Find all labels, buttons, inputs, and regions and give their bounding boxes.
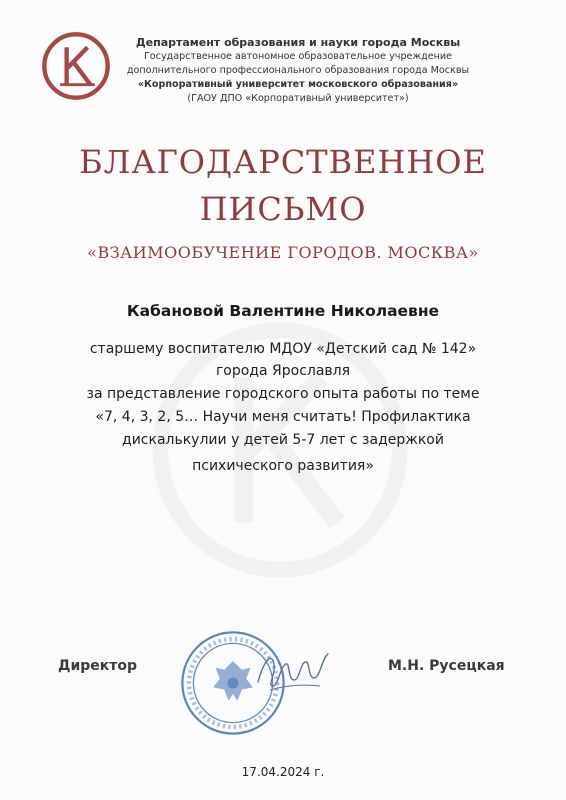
university-logo-icon [40,30,112,102]
document-subtitle: «ВЗАИМООБУЧЕНИЕ ГОРОДОВ. МОСКВА» [87,243,479,262]
org-line-3: «Корпоративный университет московского образования» [137,79,459,90]
body-line-6: психического развития» [192,458,374,474]
recipient-name: Кабановой Валентине Николаевне [126,302,440,320]
organization-header [118,36,478,106]
watermark-logo [150,320,410,580]
handwritten-signature [250,640,340,700]
org-line-4: (ГАОУ ДПО «Корпоративный университет») [187,93,409,104]
signatory-position: Директор [58,658,138,674]
body-line-3: за представление городского опыта работы по теме [86,386,480,402]
document-title: БЛАГОДАРСТВЕННОЕ [79,143,487,181]
department-name: Департамент образования и науки города Москвы [135,36,461,49]
body-line-2: города Ярославля [215,363,351,379]
document-title-line-2: ПИСЬМО [199,190,367,228]
body-line-4: «7, 4, 3, 2, 5… Научи меня считать! Профилактика [95,409,471,425]
signatory-name: М.Н. Русецкая [388,658,505,674]
body-line-5: дискалькулии у детей 5-7 лет с задержкой [122,432,444,448]
org-line-2: дополнительного профессионального образования города Москвы [126,65,470,76]
document-date: 17.04.2024 г. [241,765,325,779]
body-line-1: старшему воспитателю МДОУ «Детский сад № 142» [89,341,477,357]
org-line-1: Государственное автономное образовательное учреждение [143,51,453,62]
